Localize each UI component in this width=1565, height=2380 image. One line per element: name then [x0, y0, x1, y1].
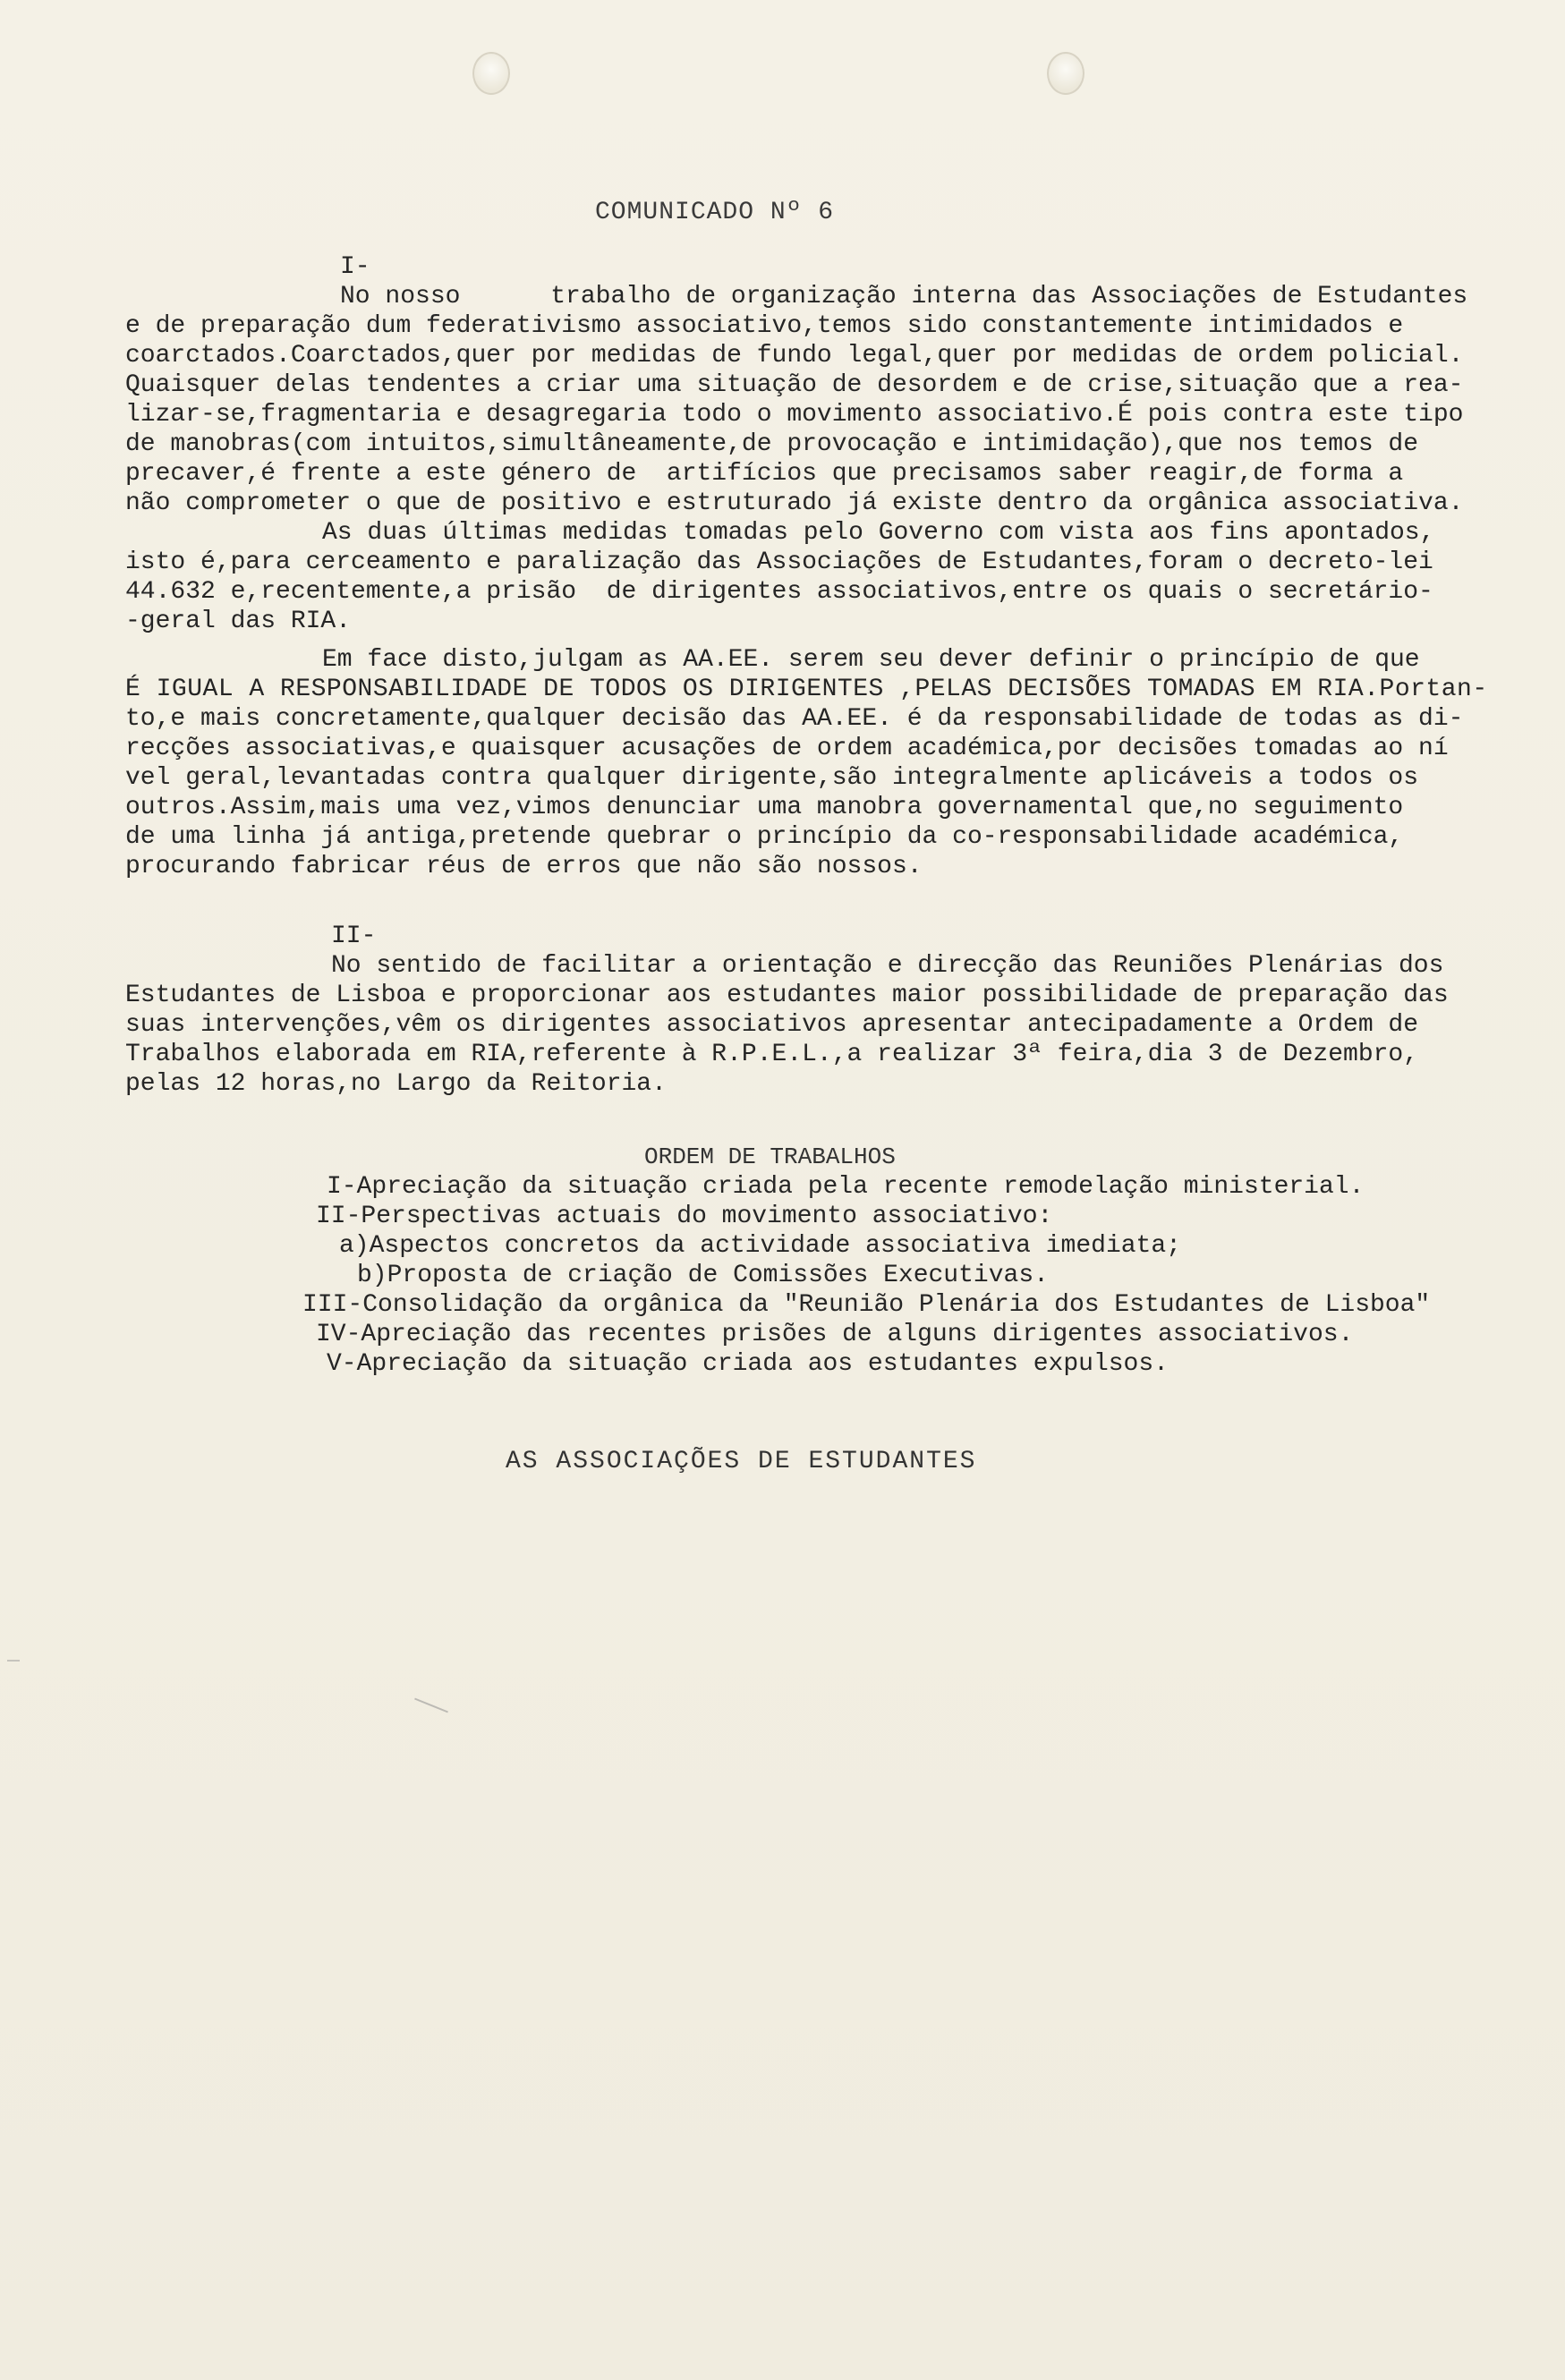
- document-title: COMUNICADO Nº 6: [595, 199, 835, 226]
- agenda-subitem: a)Aspectos concretos da actividade associativa imediata;: [339, 1232, 1181, 1260]
- paragraph-line: Quaisquer delas tendentes a criar uma situação de desordem e de crise,situação que a rea-: [125, 371, 1464, 399]
- agenda-list: [302, 1172, 1431, 1379]
- paragraph-line: de uma linha já antiga,pretende quebrar o princípio da co-responsabilidade académica,: [125, 823, 1404, 851]
- paragraph-line: Estudantes de Lisboa e proporcionar aos estudantes maior possibilidade de preparação das: [125, 982, 1449, 1009]
- stray-mark: [7, 1660, 20, 1662]
- signature: AS ASSOCIAÇÕES DE ESTUDANTES: [506, 1448, 977, 1475]
- paragraph-line: precaver,é frente a este género de artifícios que precisamos saber reagir,de forma a: [125, 460, 1404, 488]
- paragraph-line: Em face disto,julgam as AA.EE. serem seu dever definir o princípio de que: [322, 646, 1420, 674]
- paragraph-line: vel geral,levantadas contra qualquer dirigente,são integralmente aplicáveis a todos os: [125, 764, 1419, 792]
- section-1-number: I-: [340, 253, 370, 281]
- paragraph-line: lizar-se,fragmentaria e desagregaria todo o movimento associativo.É pois contra este tipo: [125, 401, 1464, 429]
- paragraph-line: suas intervenções,vêm os dirigentes associativos apresentar antecipadamente a Ordem de: [125, 1011, 1419, 1039]
- section-2: [125, 922, 1459, 1099]
- paragraph-line: No sentido de facilitar a orientação e direcção das Reuniões Plenárias dos: [331, 952, 1444, 980]
- stray-mark: [414, 1698, 448, 1713]
- paragraph-line: As duas últimas medidas tomadas pelo Governo com vista aos fins apontados,: [322, 519, 1435, 547]
- agenda-item: V-Apreciação da situação criada aos estudantes expulsos.: [327, 1350, 1169, 1378]
- paragraph-line: coarctados.Coarctados,quer por medidas de fundo legal,quer por medidas de ordem policial.: [125, 342, 1464, 370]
- paragraph-line: -geral das RIA.: [125, 608, 352, 635]
- section-1: [125, 252, 1488, 881]
- section-2-number: II-: [331, 922, 377, 950]
- paragraph-line: de manobras(com intuitos,simultâneamente,de provocação e intimidação),que nos temos de: [125, 430, 1419, 458]
- agenda-subitem: b)Proposta de criação de Comissões Executivas.: [357, 1262, 1049, 1289]
- agenda-item: III-Consolidação da orgânica da "Reunião Plenária dos Estudantes de Lisboa": [302, 1291, 1431, 1319]
- paragraph-line: Trabalhos elaborada em RIA,referente à R.P.E.L.,a realizar 3ª feira,dia 3 de Dezembro,: [125, 1041, 1419, 1068]
- agenda-item: IV-Apreciação das recentes prisões de alguns dirigentes associativos.: [316, 1321, 1354, 1348]
- paragraph-line: to,e mais concretamente,qualquer decisão das AA.EE. é da responsabilidade de todas as di-: [125, 705, 1464, 733]
- paragraph-line: isto é,para cerceamento e paralização das Associações de Estudantes,foram o decreto-lei: [125, 548, 1433, 576]
- paragraph-line: recções associativas,e quaisquer acusações de ordem académica,por decisões tomadas ao ní: [125, 735, 1449, 762]
- paragraph-line: pelas 12 horas,no Largo da Reitoria.: [125, 1070, 667, 1098]
- agenda-item: II-Perspectivas actuais do movimento associativo:: [316, 1203, 1053, 1230]
- agenda-item: I-Apreciação da situação criada pela recente remodelação ministerial.: [327, 1173, 1365, 1201]
- paragraph-line: No nosso trabalho de organização interna das Associações de Estudantes: [340, 283, 1468, 310]
- agenda-title: ORDEM DE TRABALHOS: [644, 1143, 896, 1170]
- punch-hole-left: [472, 52, 510, 95]
- paragraph-line: 44.632 e,recentemente,a prisão de dirigentes associativos,entre os quais o secretário-: [125, 578, 1433, 606]
- paragraph-line: outros.Assim,mais uma vez,vimos denunciar uma manobra governamental que,no seguimento: [125, 794, 1404, 821]
- punch-hole-right: [1047, 52, 1084, 95]
- paragraph-line: não comprometer o que de positivo e estruturado já existe dentro da orgânica associativa.: [125, 489, 1464, 517]
- paragraph-line: e de preparação dum federativismo associativo,temos sido constantemente intimidados e: [125, 312, 1404, 340]
- paragraph-line: É IGUAL A RESPONSABILIDADE DE TODOS OS DIRIGENTES ,PELAS DECISÕES TOMADAS EM RIA.Portan-: [125, 676, 1488, 703]
- paragraph-line: procurando fabricar réus de erros que não são nossos.: [125, 853, 923, 880]
